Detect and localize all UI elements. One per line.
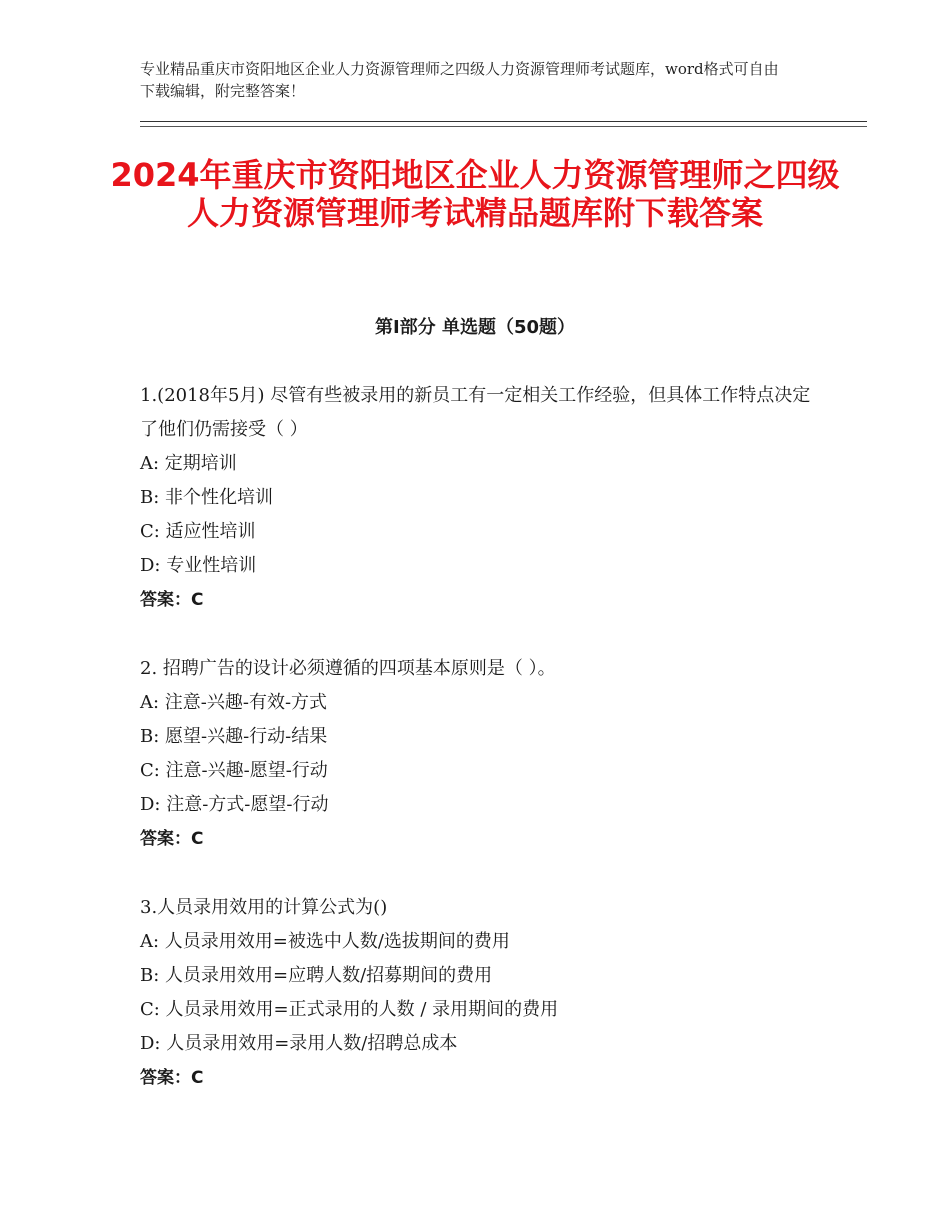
option-a: A: 定期培训 [140,453,237,474]
option-a: A: 注意-兴趣-有效-方式 [140,692,328,713]
option-d: D: 注意-方式-愿望-行动 [140,794,329,815]
answer: 答案：C [140,1068,204,1088]
option-b: B: 愿望-兴趣-行动-结果 [140,726,328,747]
document-title: 2024年重庆市资阳地区企业人力资源管理师之四级人力资源管理师考试精品题库附下载答案 [110,156,840,232]
answer: 答案：C [140,829,204,849]
option-c: C: 适应性培训 [140,521,256,542]
answer: 答案：C [140,590,204,610]
option-a: A: 人员录用效用=被选中人数/选拔期间的费用 [140,931,510,952]
question-stem: 1.(2018年5月) 尽管有些被录用的新员工有一定相关工作经验，但具体工作特点决定了他们仍需接受（ ） [140,385,811,440]
option-c: C: 人员录用效用=正式录用的人数 / 录用期间的费用 [140,999,559,1020]
question-stem: 3.人员录用效用的计算公式为() [140,897,388,918]
option-d: D: 人员录用效用=录用人数/招聘总成本 [140,1033,458,1054]
header-note: 专业精品重庆市资阳地区企业人力资源管理师之四级人力资源管理师考试题库，word格式可自由下载编辑，附完整答案！ [140,60,779,100]
question-3 [140,891,820,1095]
question-2 [140,652,820,856]
header-divider-thin [140,126,867,127]
option-b: B: 非个性化培训 [140,487,274,508]
option-d: D: 专业性培训 [140,555,257,576]
option-b: B: 人员录用效用=应聘人数/招募期间的费用 [140,965,493,986]
question-1 [140,379,820,617]
question-stem: 2. 招聘广告的设计必须遵循的四项基本原则是（ ）。 [140,658,556,679]
option-c: C: 注意-兴趣-愿望-行动 [140,760,328,781]
section-title: 第Ⅰ部分 单选题（50题） [374,317,575,338]
header-divider-thick [140,121,867,122]
